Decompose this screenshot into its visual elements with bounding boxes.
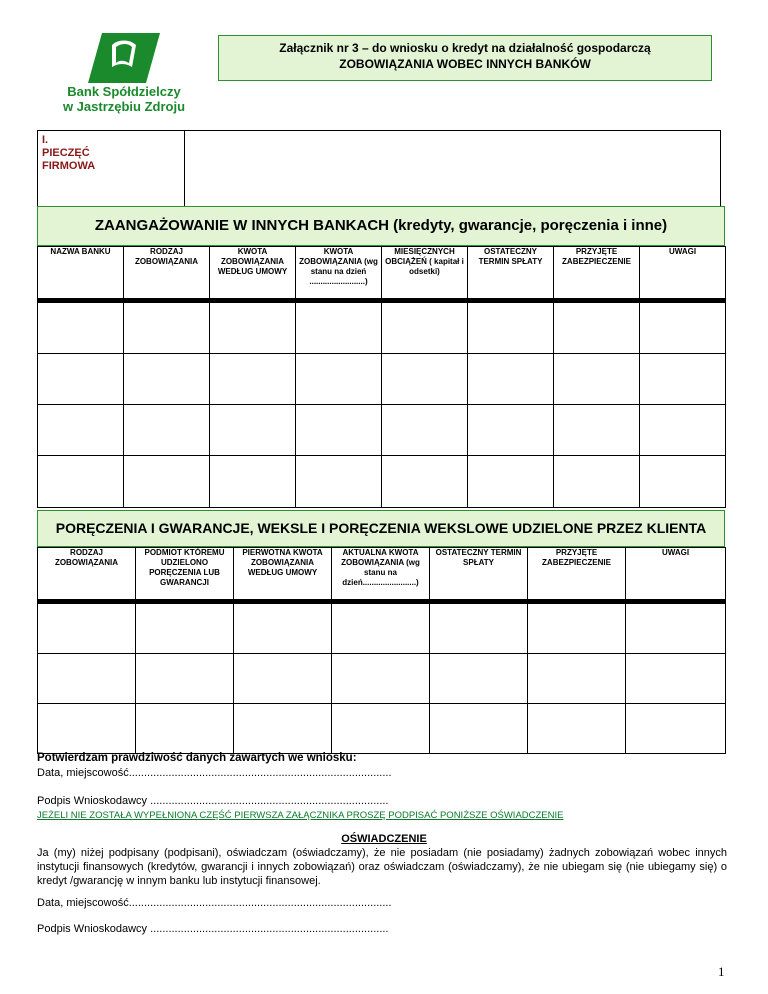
bank-name-line1: Bank Spółdzielczy [67, 84, 181, 99]
s1-header-final-term: OSTATECZNY TERMIN SPŁATY [468, 247, 554, 299]
table-row [38, 405, 726, 456]
table-cell[interactable] [210, 303, 296, 354]
s1-header-amount-date: KWOTA ZOBOWIĄZANIA (wg stanu na dzień .........................) [296, 247, 382, 299]
table-cell[interactable] [234, 654, 332, 704]
table-cell[interactable] [124, 456, 210, 508]
table-cell[interactable] [124, 303, 210, 354]
table-row [38, 354, 726, 405]
s2-header-beneficiary: PODMIOT KTÓREMU UDZIELONO PORĘCZENIA LUB GWARANCJI [136, 548, 234, 600]
table-cell[interactable] [38, 604, 136, 654]
s2-header-notes: UWAGI [626, 548, 726, 600]
table-row [38, 456, 726, 508]
table-cell[interactable] [296, 456, 382, 508]
table-cell[interactable] [528, 654, 626, 704]
s2-header-liability-type: RODZAJ ZOBOWIĄZANIA [38, 548, 136, 600]
warning-note: JEŻELI NIE ZOSTAŁA WYPEŁNIONA CZĘŚĆ PIERWSZA ZAŁĄCZNIKA PROSZĘ PODPISAĆ PONIŻSZE OŚWIADCZENIE [37, 810, 564, 821]
table-cell[interactable] [332, 654, 430, 704]
table-cell[interactable] [296, 303, 382, 354]
table-cell[interactable] [382, 303, 468, 354]
table-cell[interactable] [468, 354, 554, 405]
table-cell[interactable] [136, 654, 234, 704]
table-cell[interactable] [234, 604, 332, 654]
s1-header-liability-type: RODZAJ ZOBOWIĄZANIA [124, 247, 210, 299]
table-cell[interactable] [554, 405, 640, 456]
table-cell[interactable] [38, 654, 136, 704]
table-cell[interactable] [210, 354, 296, 405]
table-cell[interactable] [136, 604, 234, 654]
table-cell[interactable] [640, 354, 726, 405]
s2-header-final-term: OSTATECZNY TERMIN SPŁATY [430, 548, 528, 600]
table-cell[interactable] [468, 456, 554, 508]
annex-header [218, 35, 712, 81]
table-row [38, 303, 726, 354]
table-cell[interactable] [296, 405, 382, 456]
table-cell[interactable] [528, 704, 626, 754]
table-cell[interactable] [554, 354, 640, 405]
date-place-field-2[interactable]: Data, miejscowość...................................................................................... [37, 897, 392, 909]
table-cell[interactable] [38, 456, 124, 508]
s2-header-current-amount: AKTUALNA KWOTA ZOBOWIĄZANIA (wg stanu na dzień........................) [332, 548, 430, 600]
table-cell[interactable] [234, 704, 332, 754]
table-cell[interactable] [640, 456, 726, 508]
table-cell[interactable] [38, 405, 124, 456]
table-cell[interactable] [296, 354, 382, 405]
table-cell[interactable] [38, 354, 124, 405]
stamp-label-line2: FIRMOWA [42, 160, 96, 172]
stamp-label [42, 134, 95, 173]
company-stamp-box[interactable] [37, 130, 721, 213]
table-cell[interactable] [382, 456, 468, 508]
table-cell[interactable] [468, 405, 554, 456]
section2-title: PORĘCZENIA I GWARANCJE, WEKSLE I PORĘCZENIA WEKSLOWE UDZIELONE PRZEZ KLIENTA [37, 510, 725, 547]
declaration-title: OŚWIADCZENIE [341, 833, 427, 845]
table-cell[interactable] [38, 704, 136, 754]
s1-header-collateral: PRZYJĘTE ZABEZPIECZENIE [554, 247, 640, 299]
table-cell[interactable] [332, 704, 430, 754]
section1-table [37, 246, 726, 508]
table-cell[interactable] [382, 405, 468, 456]
table-row [38, 604, 726, 654]
bank-name-line2: w Jastrzębiu Zdroju [62, 99, 186, 114]
table-cell[interactable] [528, 604, 626, 654]
table-cell[interactable] [430, 704, 528, 754]
annex-line1: Załącznik nr 3 – do wniosku o kredyt na działalność gospodarczą [279, 41, 651, 55]
confirm-statement: Potwierdzam prawdziwość danych zawartych we wniosku: [37, 752, 357, 764]
table-cell[interactable] [124, 405, 210, 456]
table-cell[interactable] [136, 704, 234, 754]
table-cell[interactable] [626, 604, 726, 654]
annex-line2: ZOBOWIĄZANIA WOBEC INNYCH BANKÓW [339, 57, 591, 71]
s1-header-bank-name: NAZWA BANKU [38, 247, 124, 299]
stamp-number: I. [42, 134, 49, 146]
date-place-field[interactable]: Data, miejscowość...................................................................................... [37, 767, 392, 779]
s1-header-monthly-charges: MIESIĘCZNYCH OBCIĄŻEŃ ( kapitał i odsetki) [382, 247, 468, 299]
table-cell[interactable] [430, 654, 528, 704]
table-cell[interactable] [382, 354, 468, 405]
stamp-label-line1: PIECZĘĆ [42, 147, 90, 159]
table-cell[interactable] [38, 303, 124, 354]
table-row [38, 654, 726, 704]
table-cell[interactable] [640, 303, 726, 354]
s1-header-amount-contract: KWOTA ZOBOWIĄZANIA WEDŁUG UMOWY [210, 247, 296, 299]
table-cell[interactable] [640, 405, 726, 456]
table-cell[interactable] [554, 303, 640, 354]
page-number: 1 [718, 964, 725, 979]
bank-name [50, 84, 198, 114]
table-cell[interactable] [124, 354, 210, 405]
s1-header-notes: UWAGI [640, 247, 726, 299]
stamp-divider [184, 130, 185, 213]
signature-field-2[interactable]: Podpis Wnioskodawcy .............................................................................. [37, 923, 389, 935]
table-cell[interactable] [468, 303, 554, 354]
declaration-text: Ja (my) niżej podpisany (podpisani), oświadczam (oświadczamy), że nie posiadam (nie posiadamy) żadnych zobowiązań wobec innych instytucji finansowych (kredytów, gwarancji i innych zobowiązań) oraz oświadczam (oświadczamy), że nie ubiegam się (nie ubiegamy się) o kredyt /gwarancję w innym banku lub instytucji finansowej. [37, 847, 727, 887]
bank-logo [88, 33, 160, 83]
table-cell[interactable] [210, 405, 296, 456]
table-cell[interactable] [626, 704, 726, 754]
table-cell[interactable] [332, 604, 430, 654]
section1-title: ZAANGAŻOWANIE W INNYCH BANKACH (kredyty, gwarancje, poręczenia i inne) [37, 206, 725, 246]
table-cell[interactable] [430, 604, 528, 654]
table-row [38, 704, 726, 754]
table-cell[interactable] [210, 456, 296, 508]
s2-header-collateral: PRZYJĘTE ZABEZPIECZENIE [528, 548, 626, 600]
table-cell[interactable] [554, 456, 640, 508]
table-cell[interactable] [626, 654, 726, 704]
s2-header-original-amount: PIERWOTNA KWOTA ZOBOWIĄZANIA WEDŁUG UMOWY [234, 548, 332, 600]
signature-field[interactable]: Podpis Wnioskodawcy .............................................................................. [37, 795, 389, 807]
section2-table [37, 547, 726, 754]
